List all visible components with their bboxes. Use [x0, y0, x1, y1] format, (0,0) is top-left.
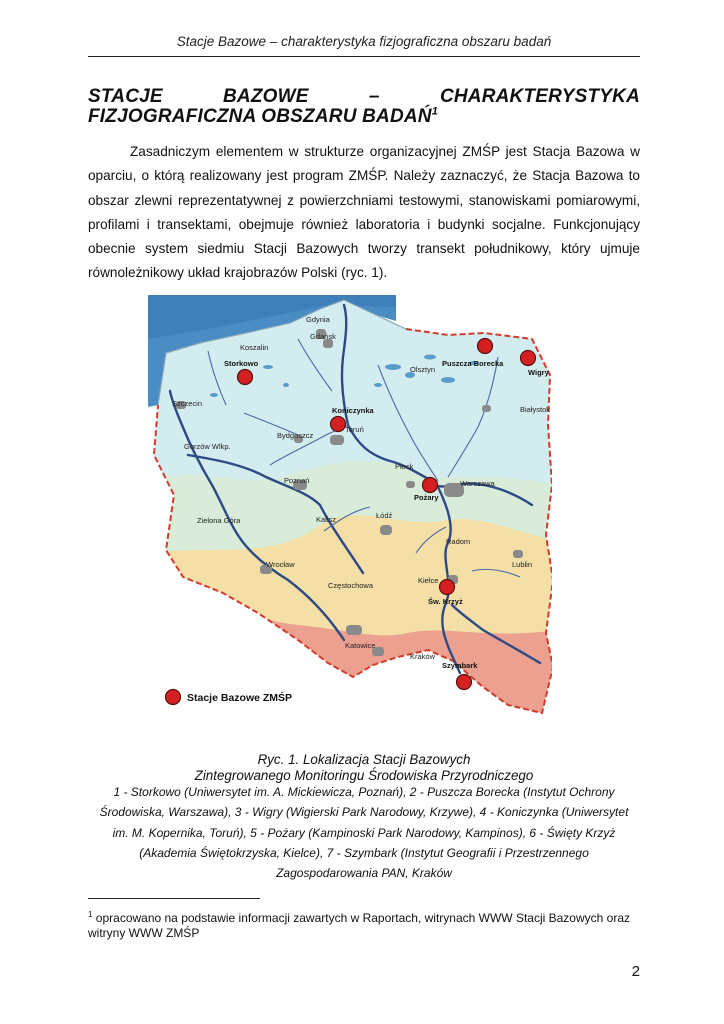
city-torun: Toruń	[345, 425, 364, 434]
legend-station-symbol	[166, 690, 181, 705]
city-bydgoszcz: Bydgoszcz	[277, 431, 314, 440]
running-header: Stacje Bazowe – charakterystyka fizjograficzna obszaru badań	[176, 34, 552, 49]
city-czestochowa: Częstochowa	[328, 581, 374, 590]
city-gorzow: Gorzów Wlkp.	[184, 442, 231, 451]
city-gdynia: Gdynia	[306, 315, 330, 324]
city-olsztyn: Olsztyn	[410, 365, 436, 374]
station-storkowo-label: Storkowo	[224, 359, 259, 368]
city-koszalin: Koszalin	[240, 343, 269, 352]
poland-map	[148, 295, 552, 717]
section-title	[88, 87, 640, 127]
city-zielona-gora: Zielona Góra	[197, 516, 241, 525]
city-krakow: Kraków	[410, 652, 436, 661]
station-sw-krzyz-label: Św. Krzyż	[428, 597, 463, 606]
station-koniczynka-label: Koniczynka	[332, 406, 374, 415]
city-warszawa: Warszawa	[460, 479, 495, 488]
station-pozary-label: Pożary	[414, 493, 439, 502]
legend-label: Stacje Bazowe ZMŚP	[187, 692, 293, 704]
caption-description: 1 - Storkowo (Uniwersytet im. A. Mickiewicza, Poznań), 2 - Puszcza Borecka (Instytut Ochrony Środowiska, Warszawa), 3 - Wigry (Wigierski Park Narodowy, Krzywe), 4 - Koniczynka (Uniwersytet im. M. Kopernika, Toruń), 5 - Pożary (Kampinoski Park Narodowy, Kampinos), 6 - Święty Krzyż (Akademia Świętokrzyska, Kielce), 7 - Szymbark (Instytut Geografii i Przestrzennego Zagospodarowania PAN, Kraków	[99, 785, 629, 881]
city-bialystok: Białystok	[520, 405, 551, 414]
city-wroclaw: Wrocław	[266, 560, 295, 569]
station-wigry-label: Wigry	[528, 368, 549, 377]
caption-line-2: Zintegrowanego Monitoringu Środowiska Przyrodniczego	[194, 768, 534, 783]
city-lublin: Lublin	[512, 560, 533, 569]
footnote-text: opracowano na podstawie informacji zawartych w Raportach, witrynach WWW Stacji Bazowych oraz witryny WWW ZMŚP	[88, 911, 631, 940]
footnote-rule	[88, 898, 260, 899]
title-footnote-mark[interactable]: 1	[431, 105, 439, 118]
station-puszcza-borecka-label: Puszcza Borecka	[442, 359, 504, 368]
city-gdansk: Gdańsk	[310, 332, 336, 341]
city-katowice: Katowice	[345, 641, 376, 650]
city-kalisz: Kalisz	[316, 515, 337, 524]
header-rule	[88, 56, 640, 57]
city-kielce: Kielce	[418, 576, 439, 585]
city-lodz: Łódź	[376, 511, 393, 520]
station-szymbark-label: Szymbark	[442, 661, 478, 670]
footnote	[88, 907, 640, 941]
city-szczecin: Szczecin	[172, 399, 203, 408]
page-number: 2	[631, 963, 640, 980]
city-plock: Płock	[395, 462, 414, 471]
figure-caption	[88, 752, 640, 784]
city-radom: Radom	[446, 537, 471, 546]
body-paragraph: Zasadniczym elementem w strukturze organizacyjnej ZMŚP jest Stacja Bazowa w oparciu, o którą realizowany jest program ZMŚP. Należy zaznaczyć, że Stacja Bazowa to obszar zlewni reprezentatywnej z powierzchniami testowymi, stanowiskami pomiarowymi, profilami i transektami, obejmuje również laboratoria i budynki socjalne. Funkcjonujący obecnie system siedmiu Stacji Bazowych tworzy transekt południkowy, który ujmuje równoleżnikowy układ krajobrazów Polski (ryc. 1).	[88, 144, 640, 281]
section-title-text: STACJE BAZOWE – CHARAKTERYSTYKA FIZJOGRAFICZNA OBSZARU BADAŃ	[88, 86, 640, 127]
footnote-mark: 1	[88, 910, 93, 919]
city-poznan: Poznań	[284, 476, 310, 485]
caption-line-1: Ryc. 1. Lokalizacja Stacji Bazowych	[257, 752, 471, 767]
